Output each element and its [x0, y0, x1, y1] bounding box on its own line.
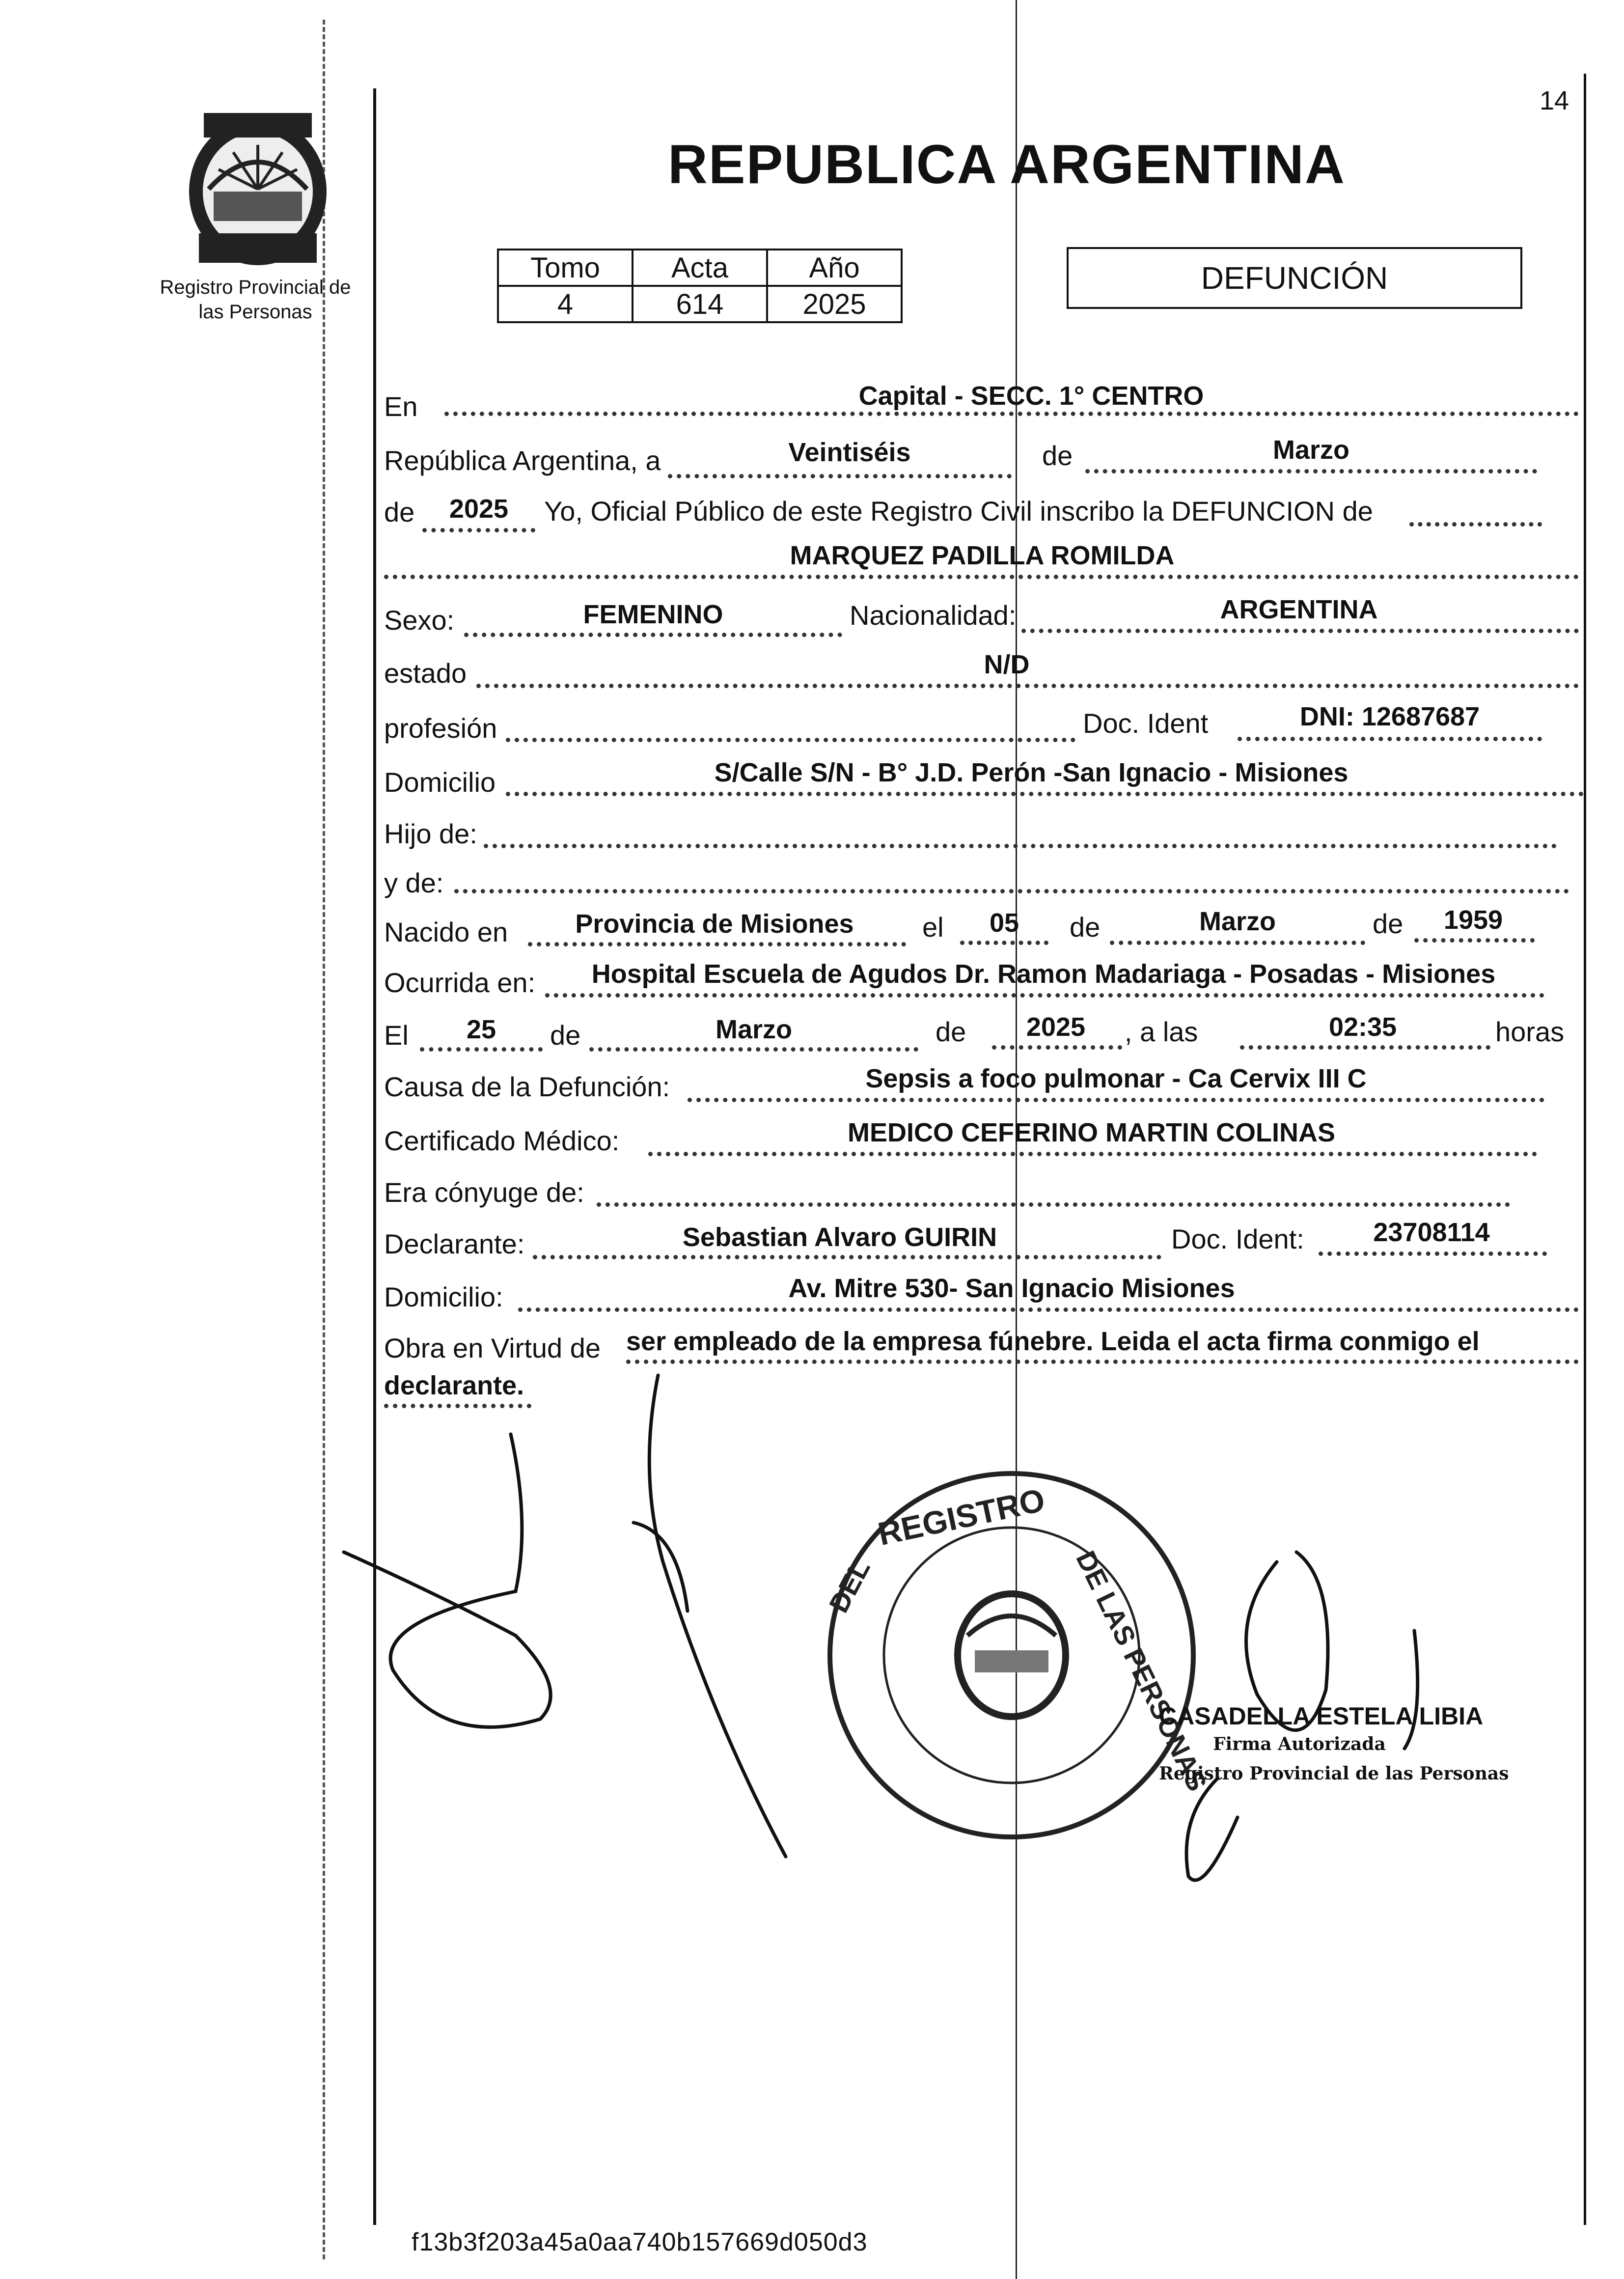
death-time: 02:35: [1328, 1012, 1397, 1042]
ocurrida-label: Ocurrida en:: [384, 967, 536, 998]
domicilio2-label: Domicilio:: [384, 1281, 503, 1312]
nacido-label: Nacido en: [384, 917, 508, 947]
deceased-name: MARQUEZ PADILLA ROMILDA: [790, 541, 1175, 570]
month-value: Marzo: [1272, 435, 1349, 465]
page-number: 14: [1540, 86, 1569, 115]
causa-label: Causa de la Defunción:: [384, 1071, 670, 1102]
day-value: Veintiséis: [788, 438, 911, 467]
en-label: En: [384, 391, 418, 422]
registro-line-2: las Personas: [198, 301, 312, 323]
conyuge-label: Era cónyuge de:: [384, 1177, 584, 1208]
stamp-right-text: DE LAS PERSONAS: [1070, 1546, 1213, 1796]
certificado-value: MEDICO CEFERINO MARTIN COLINAS: [848, 1118, 1335, 1147]
anio-value: 2025: [767, 286, 902, 322]
footer-hash: f13b3f203a45a0aa740b157669d050d3: [412, 2228, 868, 2256]
de-label-3: de: [1070, 912, 1101, 943]
birth-year: 1959: [1443, 905, 1503, 935]
doc-ident-value: DNI: 12687687: [1299, 702, 1480, 731]
acta-value: 614: [633, 286, 767, 322]
domicilio-value: S/Calle S/N - B° J.D. Perón -San Ignacio - Misiones: [714, 758, 1349, 787]
registro-line-1: Registro Provincial de: [160, 277, 351, 298]
stamp-top-text: REGISTRO: [875, 1481, 1048, 1553]
birth-month: Marzo: [1199, 907, 1276, 936]
sexo-value: FEMENINO: [583, 600, 723, 629]
hijo-label: Hijo de:: [384, 818, 477, 849]
tomo-value: 4: [498, 286, 633, 322]
ocurrida-value: Hospital Escuela de Agudos Dr. Ramon Madariaga - Posadas - Misiones: [591, 959, 1496, 989]
obra-label: Obra en Virtud de: [384, 1333, 601, 1363]
doc-ident-label: Doc. Ident: [1083, 708, 1209, 739]
death-month: Marzo: [715, 1015, 792, 1044]
declarante-label: Declarante:: [384, 1228, 525, 1259]
domicilio-label: Domicilio: [384, 767, 496, 798]
year-value: 2025: [449, 494, 509, 524]
stamp-left-text: DEL: [823, 1554, 876, 1618]
profesion-label: profesión: [384, 713, 497, 744]
certificado-label: Certificado Médico:: [384, 1125, 620, 1156]
death-day: 25: [466, 1015, 496, 1044]
nacionalidad-value: ARGENTINA: [1220, 595, 1378, 624]
declarante-value: Sebastian Alvaro GUIRIN: [682, 1223, 997, 1252]
doc-ident2-label: Doc. Ident:: [1171, 1223, 1304, 1254]
obra-value-line2: declarante.: [384, 1371, 524, 1400]
horas-label: horas: [1495, 1016, 1565, 1047]
nacido-value: Provincia de Misiones: [575, 909, 854, 939]
tomo-header: Tomo: [498, 250, 633, 286]
en-value: Capital - SECC. 1° CENTRO: [858, 381, 1204, 411]
causa-value: Sepsis a foco pulmonar - Ca Cervix III C: [865, 1064, 1367, 1093]
official-signature-icon: [633, 1375, 786, 1857]
signatory-name: CASADELLA ESTELA LIBIA: [1159, 1702, 1484, 1730]
de-label-5: de: [550, 1020, 581, 1051]
signatory-office: Registro Provincial de las Personas: [1159, 1763, 1509, 1784]
el-label-2: El: [384, 1020, 409, 1051]
y-de-label: y de:: [384, 867, 444, 898]
signatory-role: Firma Autorizada: [1213, 1734, 1386, 1754]
death-year: 2025: [1026, 1012, 1086, 1042]
estado-value: N/D: [984, 650, 1030, 679]
de-label-1: de: [1042, 440, 1073, 471]
nacionalidad-label: Nacionalidad:: [850, 600, 1017, 631]
document-title: REPUBLICA ARGENTINA: [668, 134, 1346, 195]
domicilio2-value: Av. Mitre 530- San Ignacio Misiones: [788, 1274, 1235, 1303]
estado-label: estado: [384, 658, 467, 689]
de-label-6: de: [936, 1016, 966, 1047]
yo-text: Yo, Oficial Público de este Registro Civil inscribo la DEFUNCION de: [544, 496, 1373, 527]
anio-header: Año: [767, 250, 902, 286]
obra-value-line1: ser empleado de la empresa fúnebre. Leida el acta firma conmigo el: [626, 1327, 1480, 1356]
a-las-label: , a las: [1125, 1016, 1198, 1047]
de-label-4: de: [1373, 908, 1404, 939]
acta-header: Acta: [633, 250, 767, 286]
doc-ident2-value: 23708114: [1373, 1218, 1490, 1247]
el-label-1: el: [922, 912, 944, 943]
declarant-signature-icon: [344, 1434, 551, 1727]
document-type-box: DEFUNCIÓN: [1067, 247, 1522, 309]
republica-label: República Argentina, a: [384, 445, 661, 476]
de-label-2: de: [384, 497, 415, 528]
sexo-label: Sexo:: [384, 605, 455, 636]
birth-day: 05: [989, 908, 1019, 938]
